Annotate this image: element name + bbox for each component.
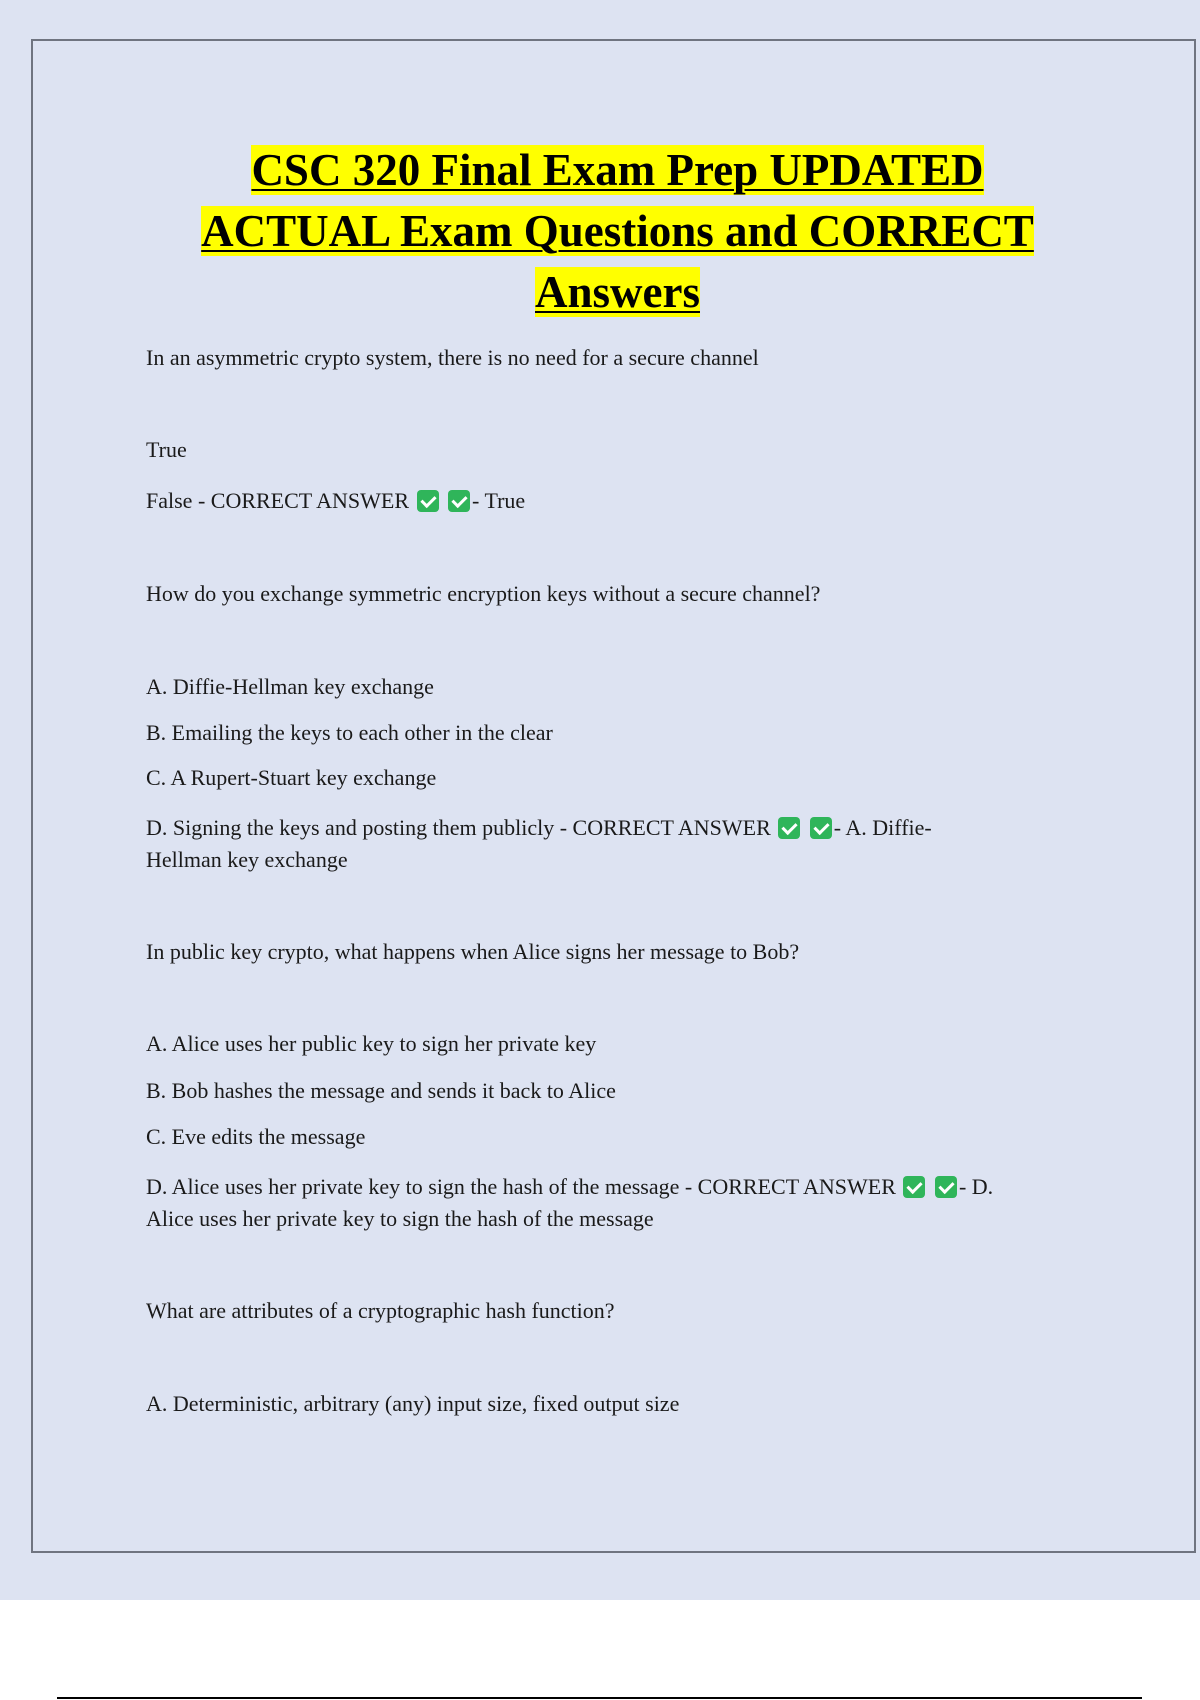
check-mark-icon bbox=[810, 817, 832, 839]
footer-divider bbox=[57, 1697, 1142, 1699]
q2-option-b: B. Emailing the keys to each other in the clear bbox=[146, 720, 553, 745]
q3-correct-answer-start: - D. bbox=[958, 1174, 994, 1199]
q1-option-false: False - CORRECT ANSWER bbox=[146, 488, 410, 513]
q2-question: How do you exchange symmetric encryption keys without a secure channel? bbox=[146, 581, 821, 606]
check-mark-icon bbox=[417, 490, 439, 512]
q4-option-a: A. Deterministic, arbitrary (any) input size, fixed output size bbox=[146, 1391, 680, 1416]
title-line-1: CSC 320 Final Exam Prep UPDATED bbox=[251, 145, 984, 195]
q1-answer-line bbox=[146, 485, 525, 517]
q4-question: What are attributes of a cryptographic hash function? bbox=[146, 1298, 615, 1323]
q3-correct-answer-rest: Alice uses her private key to sign the hash of the message bbox=[146, 1206, 654, 1231]
check-mark-icon bbox=[935, 1176, 957, 1198]
q1-correct-answer: - True bbox=[472, 488, 526, 513]
title-line-2: ACTUAL Exam Questions and CORRECT bbox=[201, 206, 1034, 256]
q3-option-c: C. Eve edits the message bbox=[146, 1124, 366, 1149]
q1-option-true: True bbox=[146, 437, 187, 462]
title-line-3: Answers bbox=[535, 267, 700, 317]
q2-option-d: D. Signing the keys and posting them publicly - CORRECT ANSWER bbox=[146, 815, 771, 840]
document-title bbox=[120, 140, 1115, 323]
check-mark-icon bbox=[903, 1176, 925, 1198]
q3-option-a: A. Alice uses her public key to sign her private key bbox=[146, 1031, 597, 1056]
q2-option-a: A. Diffie-Hellman key exchange bbox=[146, 674, 434, 699]
q1-question: In an asymmetric crypto system, there is no need for a secure channel bbox=[146, 345, 759, 370]
q3-option-b: B. Bob hashes the message and sends it back to Alice bbox=[146, 1078, 616, 1103]
q2-correct-answer-start: - A. Diffie- bbox=[833, 815, 932, 840]
q2-option-c: C. A Rupert-Stuart key exchange bbox=[146, 765, 437, 790]
q3-option-d: D. Alice uses her private key to sign the hash of the message - CORRECT ANSWER bbox=[146, 1174, 896, 1199]
q3-option-d-line bbox=[146, 1171, 993, 1203]
check-mark-icon bbox=[778, 817, 800, 839]
q2-option-d-line bbox=[146, 812, 932, 844]
q2-correct-answer-rest: Hellman key exchange bbox=[146, 847, 348, 872]
q3-question: In public key crypto, what happens when Alice signs her message to Bob? bbox=[146, 939, 800, 964]
check-mark-icon bbox=[448, 490, 470, 512]
